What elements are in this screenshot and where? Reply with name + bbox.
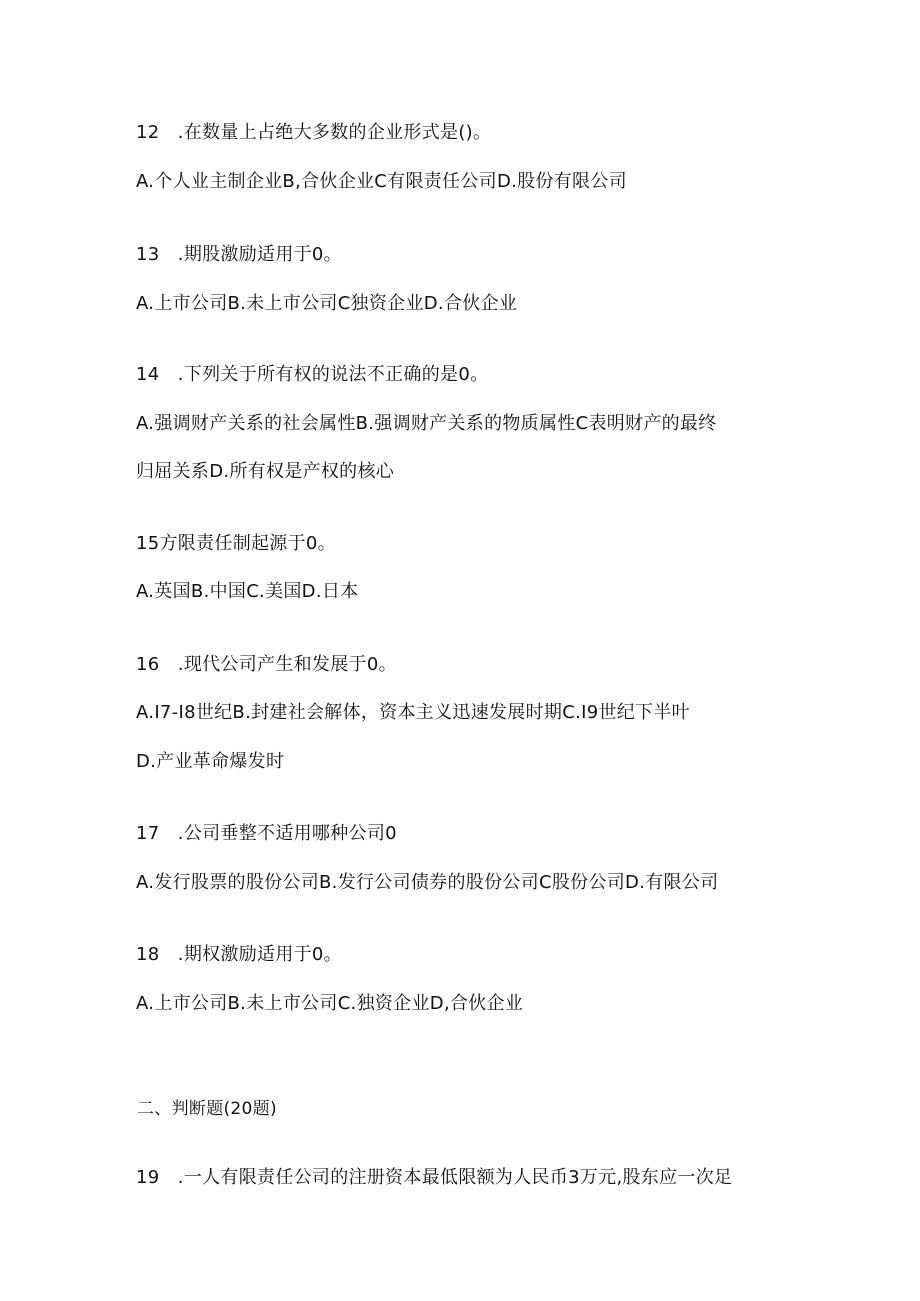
question-19-stem: 19 .一人有限责任公司的注册资本最低限额为人民币3万元,股东应一次足 (136, 1167, 733, 1188)
section-heading: 二、判断题(20题) (137, 1099, 277, 1119)
question-16-options-line-1: A.I7-I8世纪B.封建社会解体，资本主义迅速发展时期C.I9世纪下半叶 (136, 702, 690, 723)
question-15-stem: 15方限责任制起源于0。 (136, 533, 336, 554)
question-14-stem: 14 .下列关于所有权的说法不正确的是0。 (136, 364, 489, 385)
question-15-options: A.英国B.中国C.美国D.日本 (136, 581, 359, 602)
question-17-options: A.发行股票的股份公司B.发行公司债券的股份公司C股份公司D.有限公司 (136, 872, 719, 893)
question-17-stem: 17 .公司垂整不适用哪种公司0 (136, 823, 397, 844)
question-14-options-line-1: A.强调财产关系的社会属性B.强调财产关系的物质属性C表明财产的最终 (136, 413, 717, 434)
question-13-options: A.上市公司B.未上市公司C独资企业D.合伙企业 (136, 293, 518, 314)
question-18-options: A.上市公司B.未上市公司C.独资企业D,合伙企业 (136, 993, 524, 1014)
question-18-stem: 18 .期权激励适用于0。 (136, 944, 342, 965)
question-14-options-line-2: 归屈关系D.所有权是产权的核心 (136, 461, 395, 482)
question-16-stem: 16 .现代公司产生和发展于0。 (136, 654, 397, 675)
question-13-stem: 13 .期股激励适用于0。 (136, 244, 342, 265)
question-12-options: A.个人业主制企业B,合伙企业C有限责任公司D.股份有限公司 (136, 171, 627, 192)
question-16-options-line-2: D.产业革命爆发时 (136, 751, 285, 772)
question-12-stem: 12 .在数量上占绝大多数的企业形式是()。 (136, 122, 492, 143)
